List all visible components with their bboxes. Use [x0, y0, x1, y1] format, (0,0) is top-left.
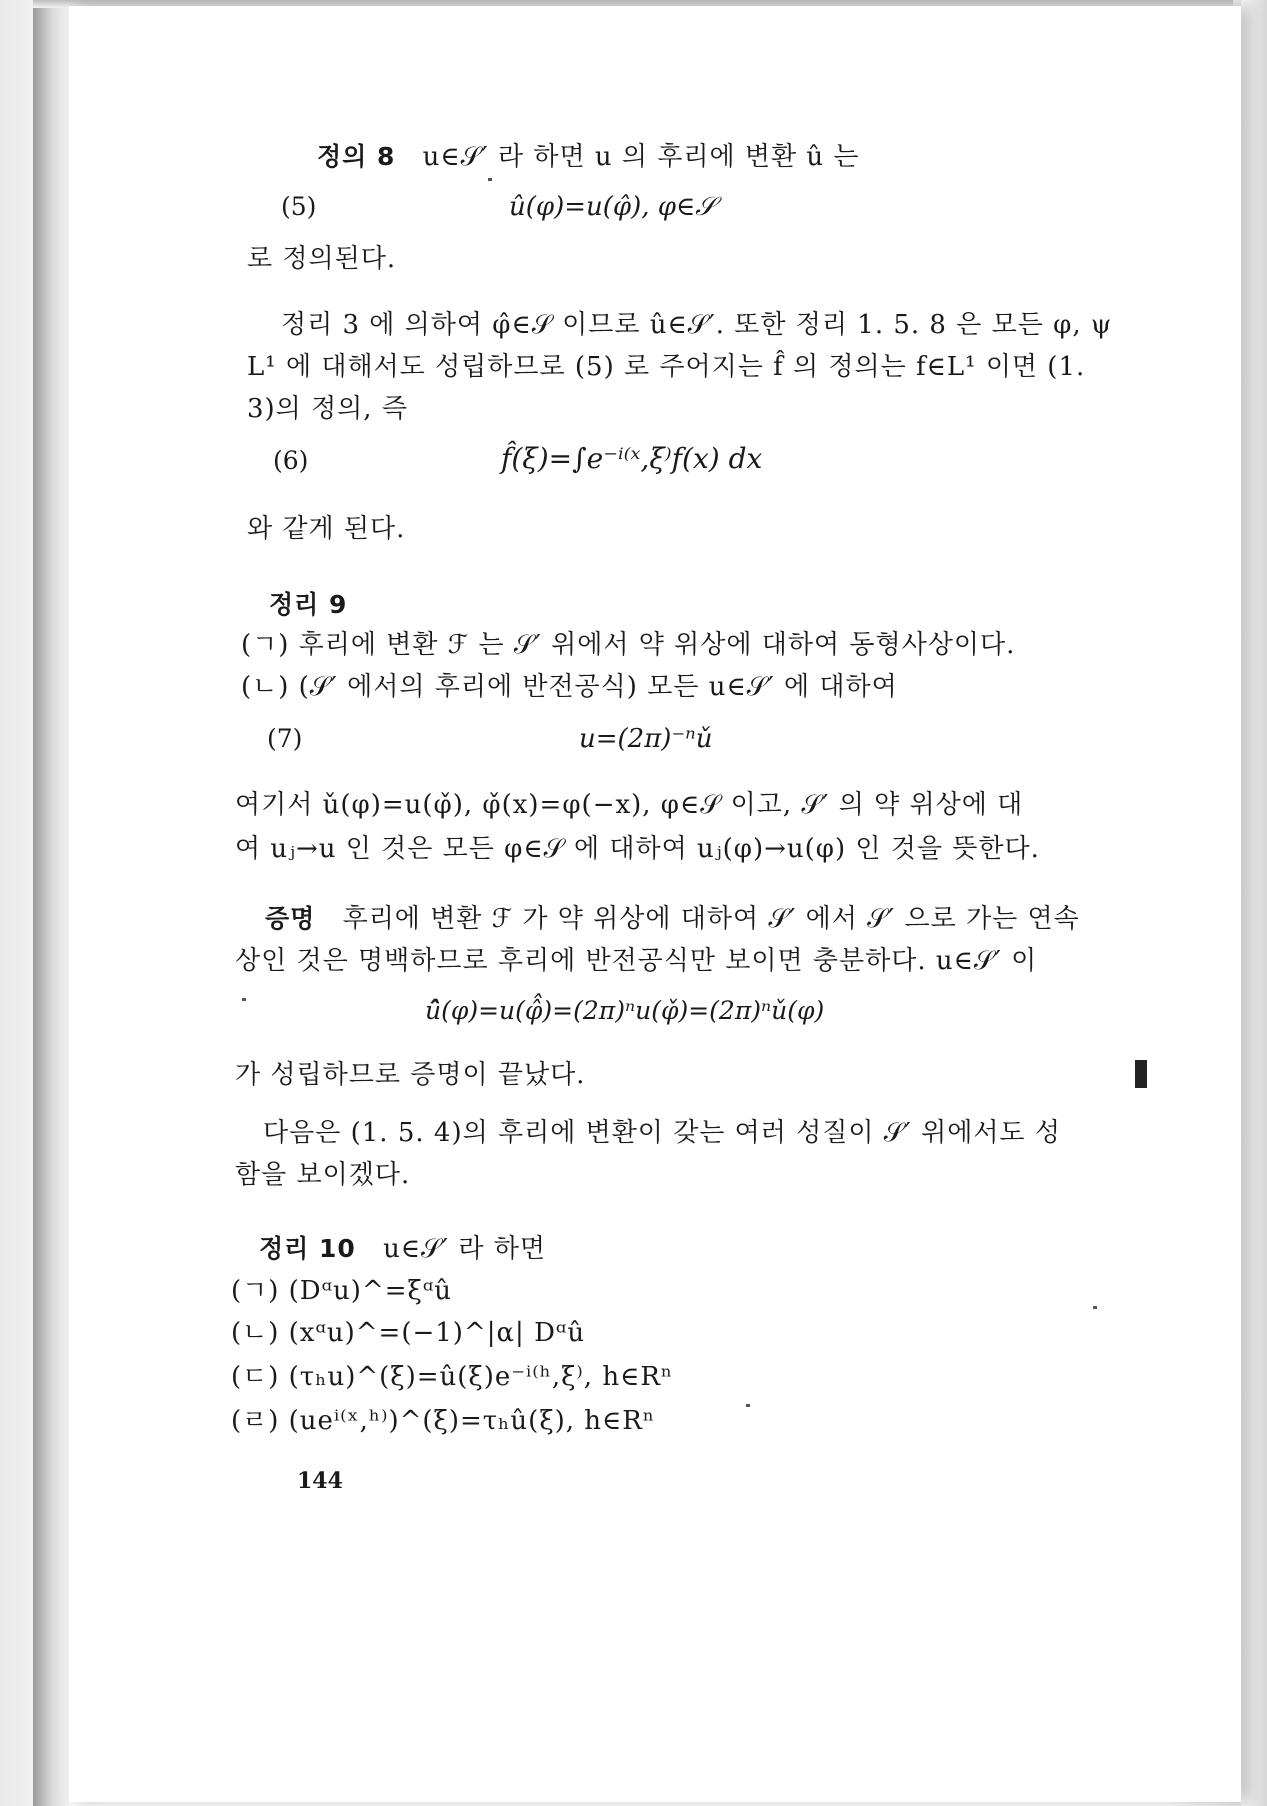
theorem-10-header: 정리 10 u∈𝒮′ 라 하면: [259, 1234, 546, 1264]
theorem-10-item: (ㄹ) (ueⁱ⁽ˣ,ʰ⁾)^(ξ)=τₕû(ξ), h∈Rⁿ: [231, 1406, 656, 1436]
theorem-10-label: 정리 10: [259, 1234, 356, 1263]
book-spine: [33, 0, 69, 1806]
qed-mark: [1135, 1060, 1147, 1088]
theorem-9-item-1: (ㄱ) 후리에 변환 ℱ 는 𝒮′ 위에서 약 위상에 대하여 동형사상이다.: [241, 630, 1016, 660]
proof-closing: 가 성립하므로 증명이 끝났다.: [235, 1060, 586, 1090]
paragraph-closing: 와 같게 된다.: [247, 514, 406, 544]
theorem-10-item: (ㄱ) (Dᵅu)^=ξᵅû: [231, 1276, 452, 1306]
scan-speck: [242, 998, 246, 1001]
paragraph-line: 정리 3 에 의하여 φ̂∈𝒮 이므로 û∈𝒮′. 또한 정리 1. 5. 8 은 모든 φ, ψ: [281, 310, 1113, 340]
equation-number-7: (7): [267, 724, 303, 753]
paragraph-line: 3)의 정의, 즉: [247, 394, 408, 424]
scan-speck: [1093, 1306, 1097, 1309]
paragraph-line: L¹ 에 대해서도 성립하므로 (5) 로 주어지는 f̂ 의 정의는 f∈L¹ 이면 (1.: [247, 352, 1086, 382]
theorem-9-label: 정리 9: [269, 590, 348, 619]
paragraph-line: 다음은 (1. 5. 4)의 후리에 변환이 갖는 여러 성질이 𝒮′ 위에서도 성: [263, 1118, 1061, 1148]
proof-label: 증명: [265, 904, 316, 933]
equation-6: f̂(ξ)=∫e⁻ⁱ⁽ˣ,ξ⁾f(x) dx: [501, 442, 763, 475]
page-number: 144: [297, 1468, 343, 1494]
scan-speck: [746, 1404, 750, 1407]
definition-closing: 로 정의된다.: [247, 244, 397, 274]
proof-line-2: 상인 것은 명백하므로 후리에 반전공식만 보이면 충분하다. u∈𝒮′ 이: [235, 946, 1038, 976]
proof-line-1: 증명 후리에 변환 ℱ 가 약 위상에 대하여 𝒮′ 에서 𝒮′ 으로 가는 연속: [265, 904, 1080, 934]
equation-number-5: (5): [281, 192, 317, 221]
definition-8: [317, 140, 859, 174]
theorem-10-item: (ㄷ) (τₕu)^(ξ)=û(ξ)e⁻ⁱ⁽ʰ,ξ⁾, h∈Rⁿ: [231, 1362, 674, 1392]
book-page: [69, 6, 1241, 1802]
equation-number-6: (6): [273, 446, 309, 475]
theorem-9-line: 여기서 ǔ(φ)=u(φ̌), φ̌(x)=φ(−x), φ∈𝒮 이고, 𝒮′ 의 약 위상에 대: [235, 790, 1024, 820]
equation-7: u=(2π)⁻ⁿǔ: [579, 724, 713, 754]
paragraph-line: 함을 보이겠다.: [235, 1160, 411, 1190]
theorem-10-item: (ㄴ) (xᵅu)^=(−1)^|α| Dᵅû: [231, 1318, 586, 1348]
theorem-9-line: 여 uⱼ→u 인 것은 모든 φ∈𝒮 에 대하여 uⱼ(φ)→u(φ) 인 것을 뜻한다.: [235, 834, 1040, 864]
theorem-9-item-2: (ㄴ) (𝒮′ 에서의 후리에 반전공식) 모든 u∈𝒮′ 에 대하여: [241, 672, 898, 702]
proof-equation: û̂(φ)=u(φ̂̂)=(2π)ⁿu(φ̌)=(2π)ⁿǔ(φ): [425, 996, 825, 1025]
definition-label: 정의 8: [317, 142, 396, 171]
page-right-edge: [1241, 0, 1267, 1806]
definition-text: u∈𝒮′ 라 하면 u 의 후리에 변환 û 는: [422, 142, 860, 172]
scan-speck: [488, 178, 492, 181]
equation-5: û(φ)=u(φ̂), φ∈𝒮: [509, 192, 716, 222]
